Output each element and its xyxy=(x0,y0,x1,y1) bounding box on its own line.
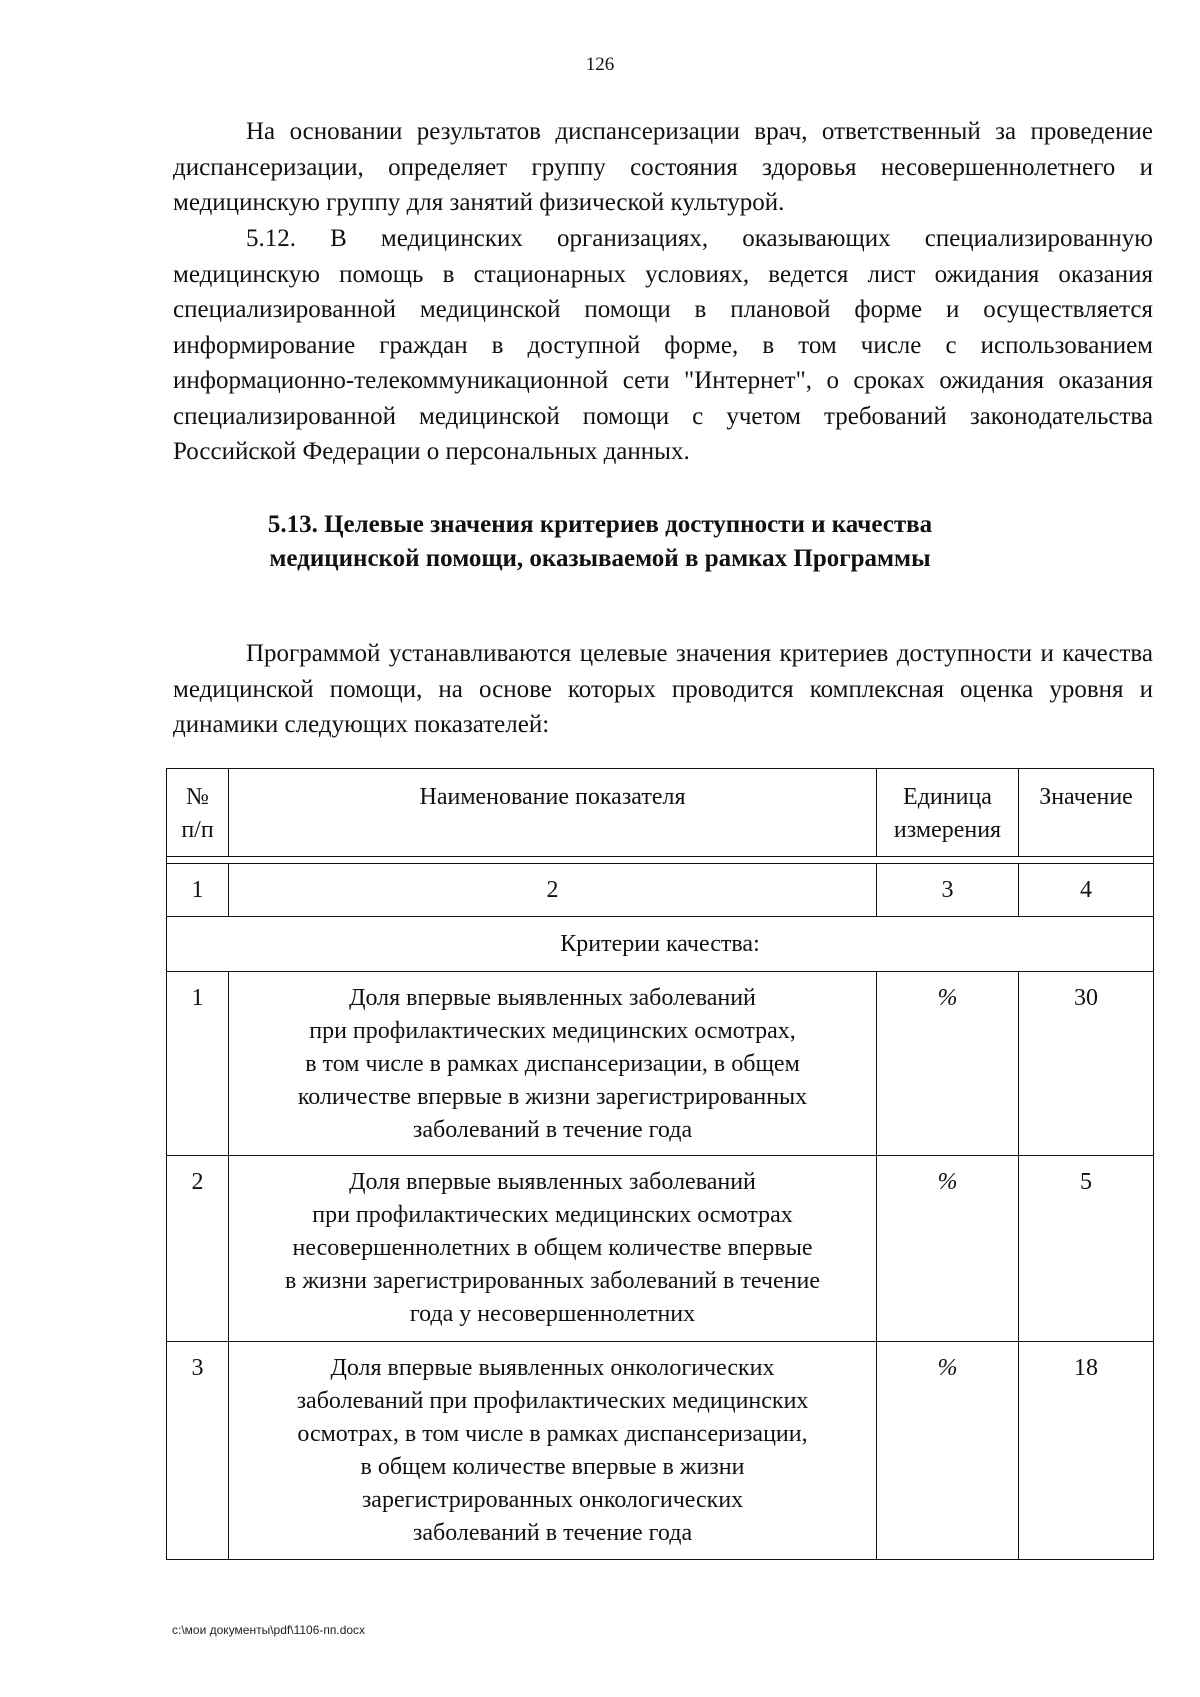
column-number: 3 xyxy=(877,864,1019,917)
row-name-line: Доля впервые выявленных заболеваний xyxy=(349,985,756,1011)
heading-line-2: медицинской помощи, оказываемой в рамках Программы xyxy=(269,545,931,572)
header-unit xyxy=(877,769,1019,857)
row-value: 5 xyxy=(1019,1156,1154,1342)
header-value: Значение xyxy=(1019,769,1154,857)
table-row xyxy=(167,1156,1154,1342)
row-name xyxy=(229,972,877,1156)
row-num: 1 xyxy=(167,972,229,1156)
heading-line-1: 5.13. Целевые значения критериев доступности и качества xyxy=(267,511,933,538)
section-heading-5-13 xyxy=(0,508,1200,576)
column-number: 4 xyxy=(1019,864,1154,917)
row-name-line: при профилактических медицинских осмотрах xyxy=(312,1202,793,1228)
row-value: 18 xyxy=(1019,1342,1154,1560)
row-name-line: заболеваний в течение года xyxy=(412,1117,693,1143)
row-value: 30 xyxy=(1019,972,1154,1156)
row-unit: % xyxy=(877,1342,1019,1560)
table-row xyxy=(167,1342,1154,1560)
header-num xyxy=(167,769,229,857)
section-title: Критерии качества: xyxy=(167,917,1154,972)
row-name-line: осмотрах, в том числе в рамках диспансеризации, xyxy=(297,1421,808,1447)
table-row xyxy=(167,972,1154,1156)
page-number: 126 xyxy=(585,54,615,75)
row-name xyxy=(229,1156,877,1342)
file-path-footer: c:\мои документы\pdf\1106-пп.docx xyxy=(172,1623,366,1637)
row-unit: % xyxy=(877,972,1019,1156)
row-name-line: количестве впервые в жизни зарегистрированных xyxy=(297,1084,808,1110)
row-name-line: в том числе в рамках диспансеризации, в общем xyxy=(305,1051,800,1077)
row-name-line: Доля впервые выявленных онкологических xyxy=(330,1355,775,1381)
row-unit: % xyxy=(877,1156,1019,1342)
row-num: 2 xyxy=(167,1156,229,1342)
row-name-line: заболеваний в течение года xyxy=(412,1520,693,1546)
row-name-line: года у несовершеннолетних xyxy=(409,1301,696,1327)
row-name-line: в общем количестве впервые в жизни xyxy=(360,1454,745,1480)
section-row xyxy=(167,917,1154,972)
row-name-line: несовершеннолетних в общем количестве впервые xyxy=(292,1235,813,1261)
row-name-line: заболеваний при профилактических медицинских xyxy=(296,1388,809,1414)
header-unit-line-2: измерения xyxy=(893,817,1002,843)
row-name xyxy=(229,1342,877,1560)
row-name-line: в жизни зарегистрированных заболеваний в течение xyxy=(285,1268,820,1294)
paragraph-dispensary-result: На основании результатов диспансеризации врач, ответственный за проведение диспансеризации, определяет группу состояния здоровья несовершеннолетнего и медицинскую группу для занятий физической культурой. xyxy=(173,118,1153,216)
header-unit-line-1: Единица xyxy=(903,784,992,810)
table-header-gap xyxy=(167,857,1154,864)
row-name-line: при профилактических медицинских осмотрах, xyxy=(309,1018,796,1044)
paragraph-5-12: 5.12. В медицинских организациях, оказывающих специализированную медицинскую помощь в стационарных условиях, ведется лист ожидания оказания специализированной медицинской помощи в плановой форме и осуществляется информирование граждан в доступной форме, в том числе с использованием информационно-телекоммуникационной сети "Интернет", о сроках ожидания оказания специализированной медицинской помощи с учетом требований законодательства Российской Федерации о персональных данных. xyxy=(173,225,1153,465)
column-number-row xyxy=(167,864,1154,917)
row-name-line: зарегистрированных онкологических xyxy=(361,1487,744,1513)
table-header-row xyxy=(167,769,1154,857)
header-num-line-1: № xyxy=(186,784,209,810)
header-num-line-2: п/п xyxy=(181,817,214,843)
row-num: 3 xyxy=(167,1342,229,1560)
column-number: 2 xyxy=(229,864,877,917)
criteria-table xyxy=(166,768,1154,1560)
paragraph-program-criteria: Программой устанавливаются целевые значения критериев доступности и качества медицинской помощи, на основе которых проводится комплексная оценка уровня и динамики следующих показателей: xyxy=(173,640,1153,738)
column-number: 1 xyxy=(167,864,229,917)
header-name: Наименование показателя xyxy=(229,769,877,857)
row-name-line: Доля впервые выявленных заболеваний xyxy=(349,1169,756,1195)
